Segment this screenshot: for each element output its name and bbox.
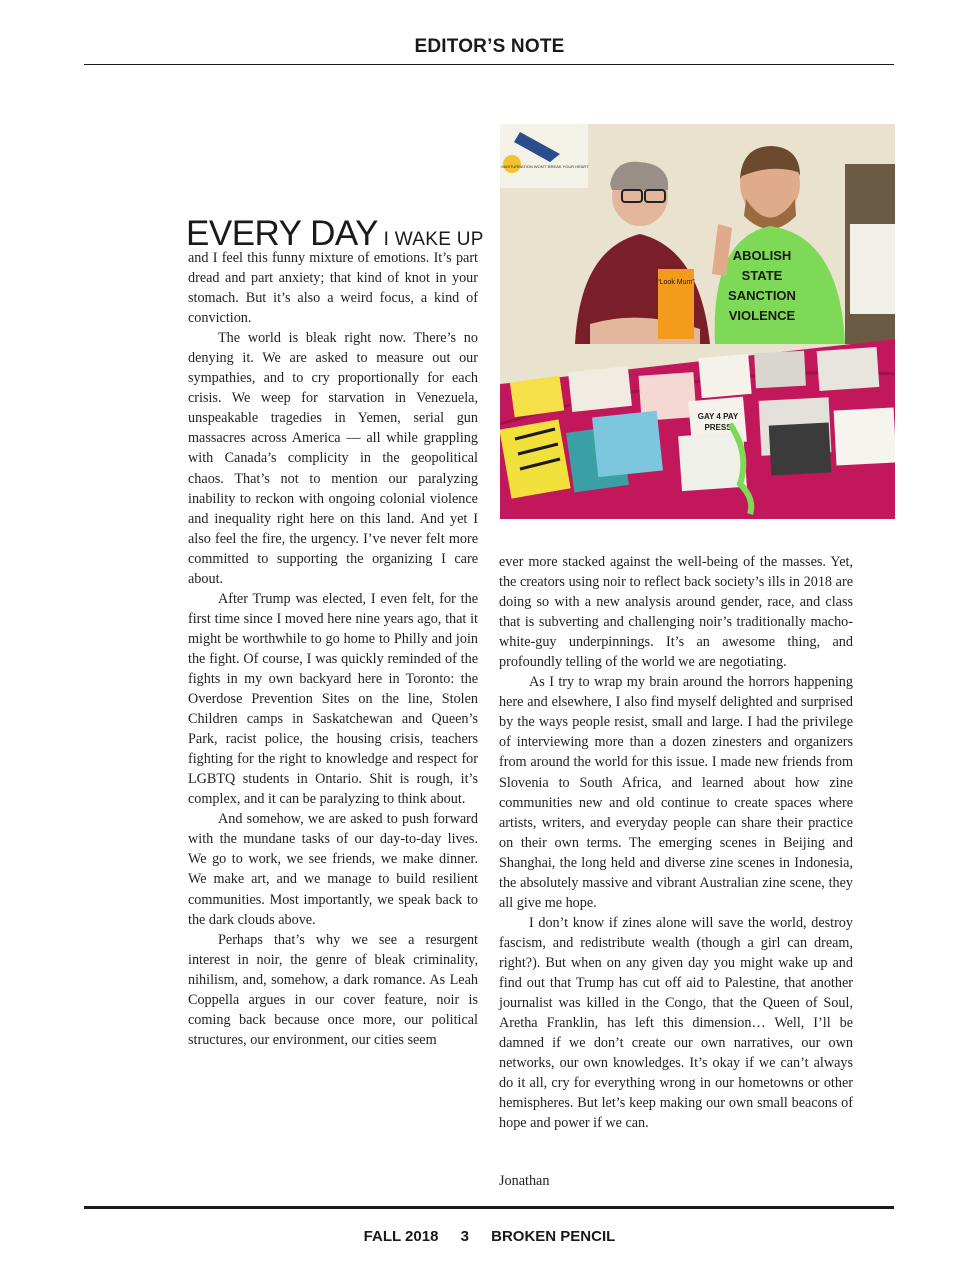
footer-publication: BROKEN PENCIL — [491, 1228, 616, 1245]
page-footer — [0, 1228, 979, 1245]
article-photo — [500, 124, 895, 519]
lead-in-small: I WAKE UP — [377, 229, 484, 250]
paragraph: Perhaps that’s why we see a resurgent interest in noir, the genre of bleak criminality, nihilism, and, somehow, a dark romance. As Leah Coppella argues in our cover feature, noir is coming back because once more, our political structures, our environment, our cities seem — [188, 931, 478, 1048]
svg-text:“Look Mum”: “Look Mum” — [657, 279, 695, 286]
footer-issue: FALL 2018 — [363, 1228, 439, 1245]
signature: Jonathan — [499, 1173, 550, 1189]
paragraph: ever more stacked against the well-being of the masses. Yet, the creators using noir to reflect back society’s ills in 2018 are doing so with a new analysis around gender, race, and class that is subverting and challenging noir’s traditionally macho-white-guy underpinnings. It’s an awesome thing, and profoundly telling of the world we are negotiating. — [499, 554, 853, 671]
svg-text:PRESS: PRESS — [704, 423, 732, 432]
paragraph: As I try to wrap my brain around the horrors happening here and elsewhere, I also find myself delighted and surprised by the ways people resist, small and large. I had the privilege of interviewing more than a dozen zinesters and organizers from around the world for this issue. I made new friends from Slovenia to South Africa, and learned about how zine communities new and old continue to create spaces where artists, writers, and everyday people can share their practice on their own terms. The emerging scenes in Beijing and Shanghai, the long held and diverse zine scenes in Indonesia, the absolutely massive and vibrant Australian zine scene, they all give me hope. — [499, 674, 853, 911]
section-title: EDITOR’S NOTE — [414, 36, 565, 57]
right-column — [499, 552, 853, 1133]
poster-text: MASTURBATION WON'T BREAK YOUR HEART — [501, 164, 589, 169]
footer-page-number: 3 — [460, 1228, 469, 1245]
paragraph: The world is bleak right now. There’s no denying it. We are asked to measure out our sympathies, and to cry proportionally for each crisis. We weep for starvation in Venezuela, unspeakable tragedies in Yemen, serial gun massacres across America — all while grappling with Canada’s complicity in the geopolitical chaos. That’s not to mention our paralyzing inability to reckon with ongoing colonial violence and inequality right here on this land. And yet I also feel the fire, the urgency. I’ve never felt more committed to supporting the organizing I care about. — [188, 330, 478, 587]
svg-text:VIOLENCE: VIOLENCE — [728, 308, 796, 323]
svg-text:GAY 4 PAY: GAY 4 PAY — [697, 412, 739, 421]
paragraph: After Trump was elected, I even felt, for the first time since I moved here nine years ago, that it might be worthwhile to go home to Philly and join the fight. Of course, I was quickly reminded of the fights in my own backyard here in Toronto: the Overdose Prevention Sites on the line, Stolen Children camps in Saskatchewan and Queen’s Park, racist police, the housing crisis, teachers fighting for the right to knowledge and respect for LGBTQ students in Ontario. Shit is rough, it’s complex, and it can be paralyzing to think about. — [188, 590, 478, 808]
paragraph: And somehow, we are asked to push forward with the mundane tasks of our day-to-day lives. We go to work, we see friends, we make dinner. We make art, and we manage to build resilient communities. Most importantly, we speak back to the dark clouds above. — [188, 811, 478, 928]
footer-rule — [84, 1206, 894, 1209]
left-column — [188, 248, 478, 1050]
lead-in-large: EVERY DAY — [186, 214, 378, 253]
header-rule — [84, 64, 894, 65]
svg-text:SANCTION: SANCTION — [728, 288, 796, 303]
svg-text:STATE: STATE — [741, 268, 783, 283]
svg-text:ABOLISH: ABOLISH — [732, 248, 792, 263]
paragraph: I don’t know if zines alone will save the world, destroy fascism, and redistribute wealth (though a girl can dream, right?). But when on any given day you might wake up and find out that Trump has cut off aid to Palestine, that another journalist was killed in the Congo, that the Queen of Soul, Aretha Franklin, has left this dimension… Well, I’ll be damned if we don’t create our own narratives, our own networks, our own knowledges. It’s okay if we can’t always do it all, cry for everything wrong in our hometowns or other hemispheres. But let’s keep making our own small beacons of hope and power if we can. — [499, 914, 853, 1132]
paragraph: and I feel this funny mixture of emotions. It’s part dread and part anxiety; that kind of knot in your stomach. But it’s also a weird focus, a kind of conviction. — [188, 250, 478, 327]
